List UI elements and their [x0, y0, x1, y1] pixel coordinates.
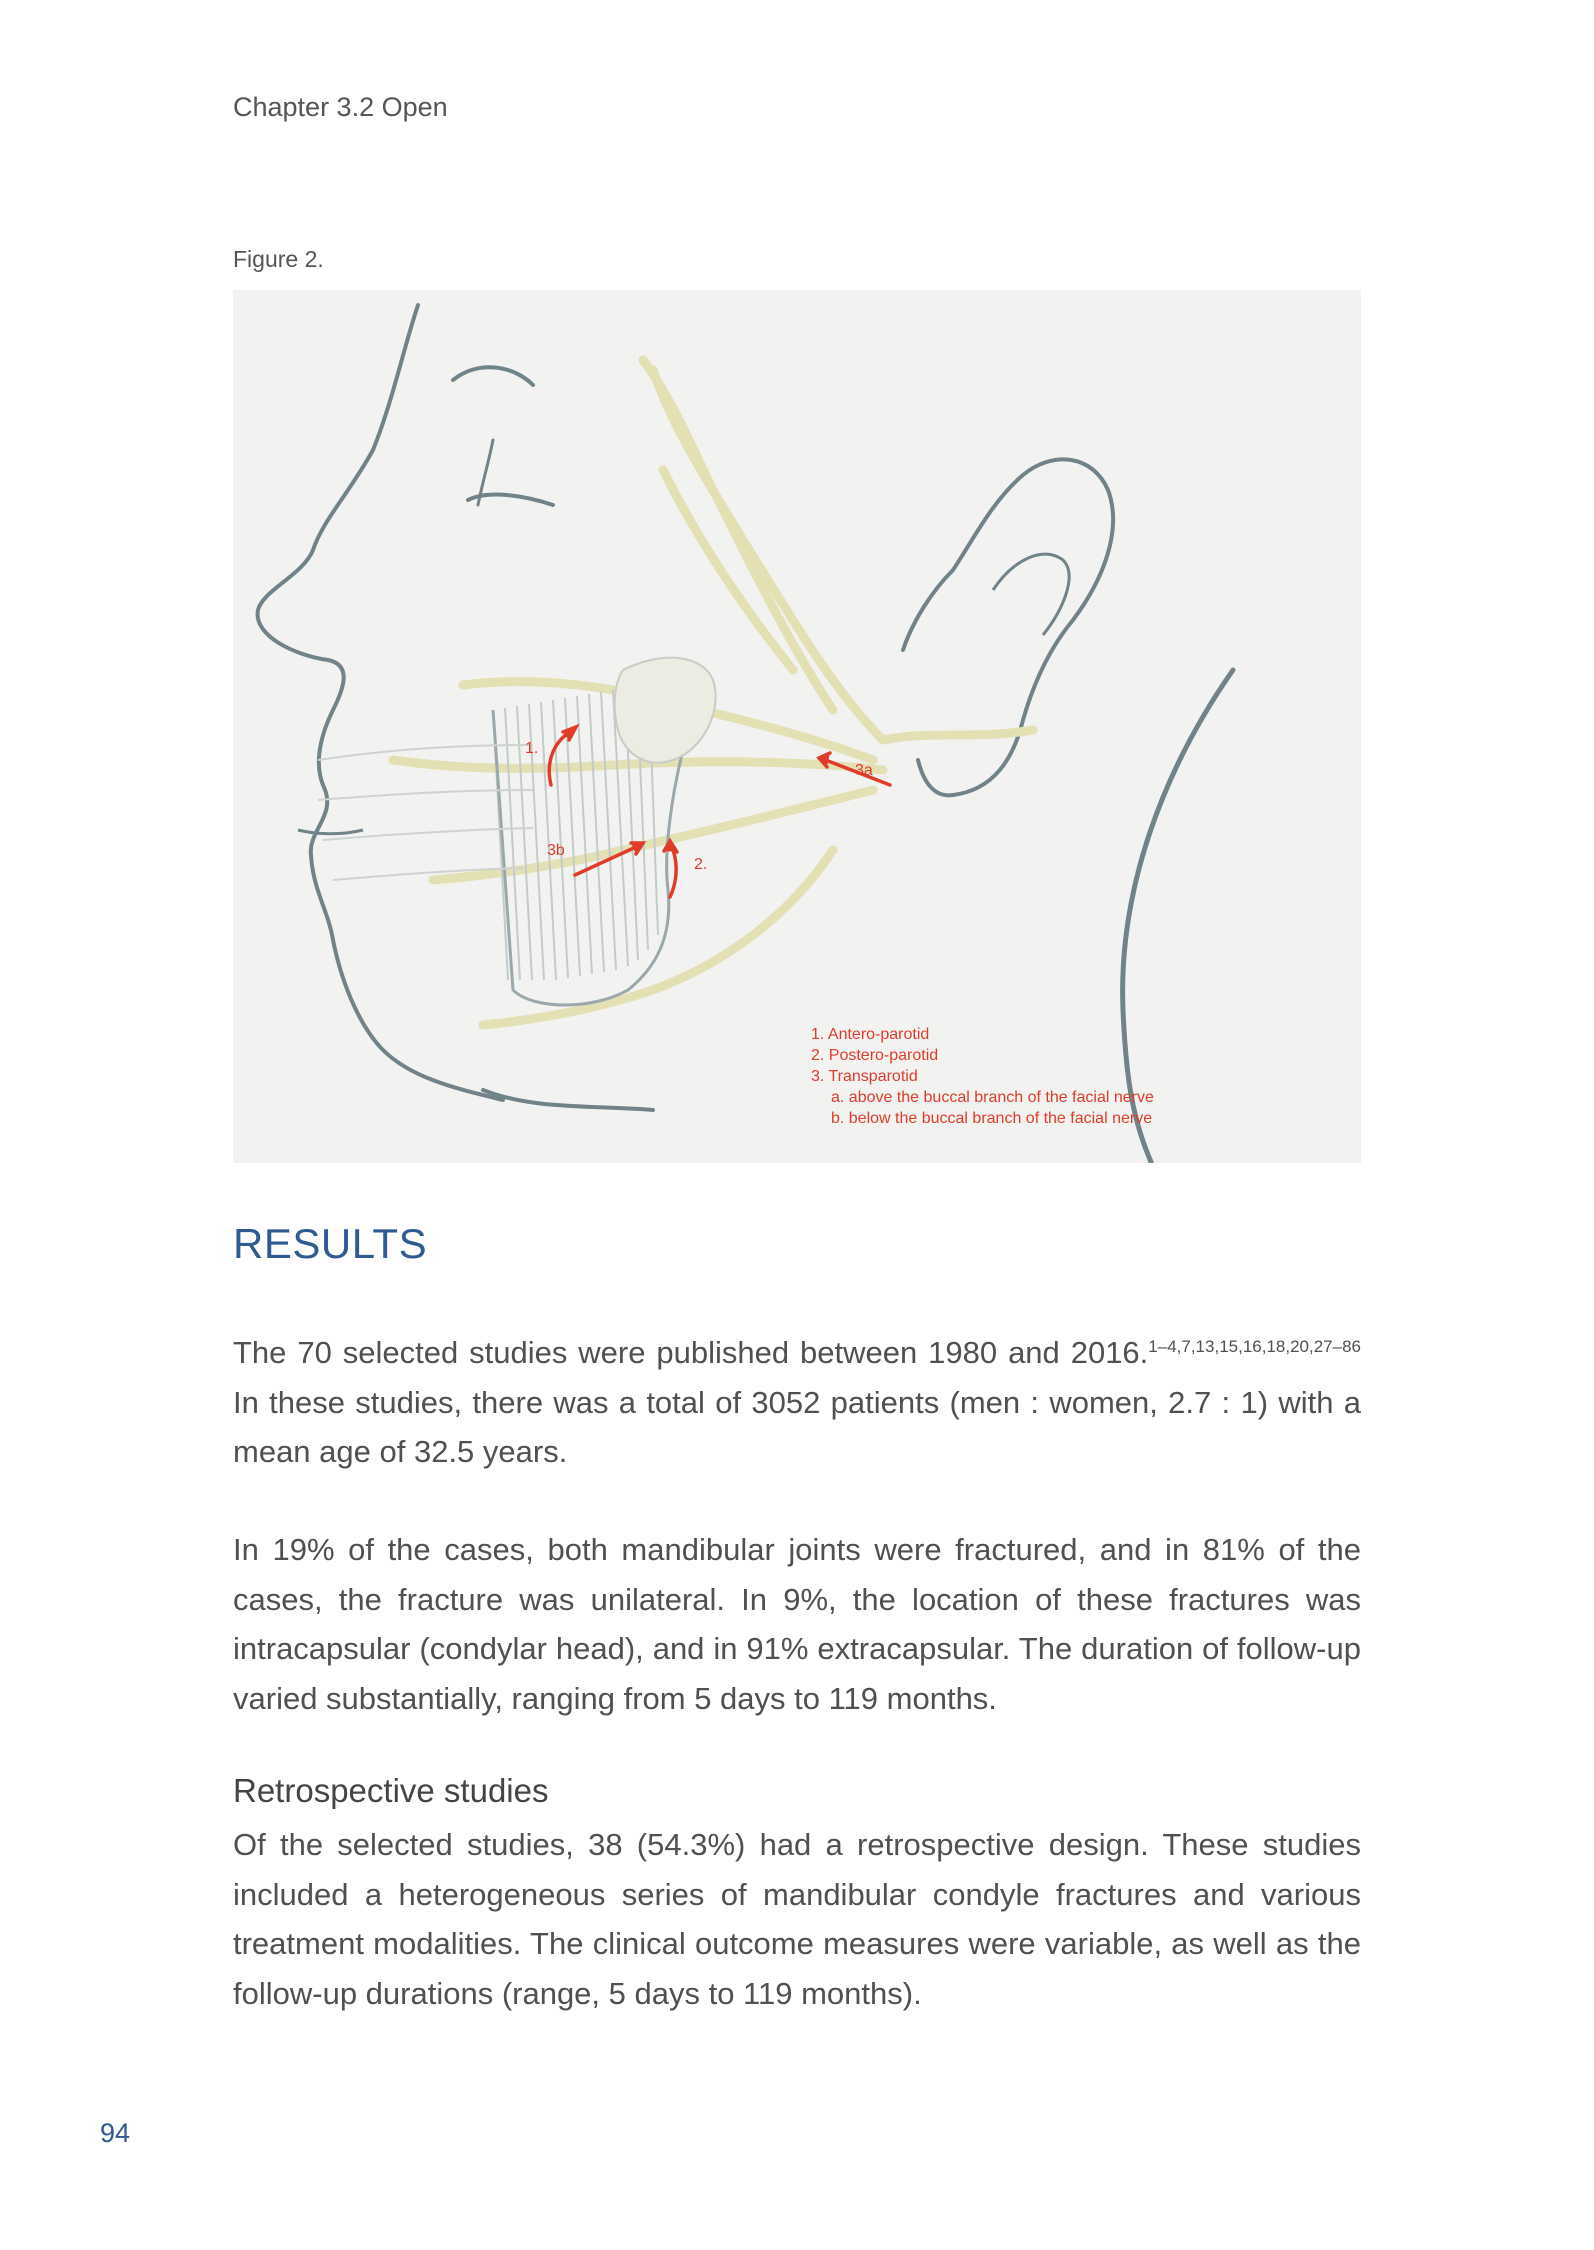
lips-line [298, 830, 363, 834]
jaw-line [483, 1090, 653, 1110]
legend-item-1: 1. Antero-parotid [811, 1026, 930, 1043]
ear-outline [903, 459, 1113, 795]
subheading-retrospective: Retrospective studies [233, 1772, 549, 1809]
legend-item-2: 2. Postero-parotid [811, 1047, 939, 1064]
paragraph-1-text: The 70 selected studies were published between 1980 and 2016. [233, 1335, 1149, 1370]
results-paragraph-1 [233, 1328, 1361, 1477]
arrow-label-3b: 3b [547, 842, 565, 859]
face-profile-outline [258, 305, 503, 1100]
results-heading: RESULTS [233, 1220, 428, 1267]
arrow-label-3a: 3a [855, 762, 873, 779]
arrow-label-2: 2. [694, 856, 708, 873]
legend-item-3: 3. Transparotid [811, 1068, 918, 1085]
retrospective-paragraph: Of the selected studies, 38 (54.3%) had a retrospective design. These studies included a heterogeneous series of mandibular condyle fractures and various treatment modalities. The clinical outcome measures were variable, as well as the follow-up durations (range, 5 days to 119 months). [233, 1827, 1361, 2011]
figure-illustration [233, 290, 1361, 1163]
results-paragraph-2: In 19% of the cases, both mandibular joints were fractured, and in 81% of the cases, the fracture was unilateral. In 9%, the location of these fractures was intracapsular (condylar head), and in 91% extracapsular. The duration of follow-up varied substantially, ranging from 5 days to 119 months. [233, 1532, 1361, 1716]
running-head: Chapter 3.2 Open [233, 92, 448, 122]
page-number: 94 [100, 2118, 131, 2148]
legend-item-3b: b. below the buccal branch of the facial nerve [831, 1110, 1153, 1127]
face-illustration-svg [233, 290, 1361, 1163]
paragraph-1-text-continued: In these studies, there was a total of 3052 patients (men : women, 2.7 : 1) with a mean age of 32.5 years. [233, 1384, 1361, 1469]
arrow-label-1: 1. [525, 740, 539, 757]
citation-superscript: 1–4,7,13,15,16,18,20,27–86 [1148, 1337, 1361, 1356]
figure-label: Figure 2. [233, 246, 324, 272]
parotid-gland [615, 658, 716, 763]
legend-item-3a: a. above the buccal branch of the facial nerve [831, 1089, 1154, 1106]
eyebrow-line [453, 367, 533, 385]
